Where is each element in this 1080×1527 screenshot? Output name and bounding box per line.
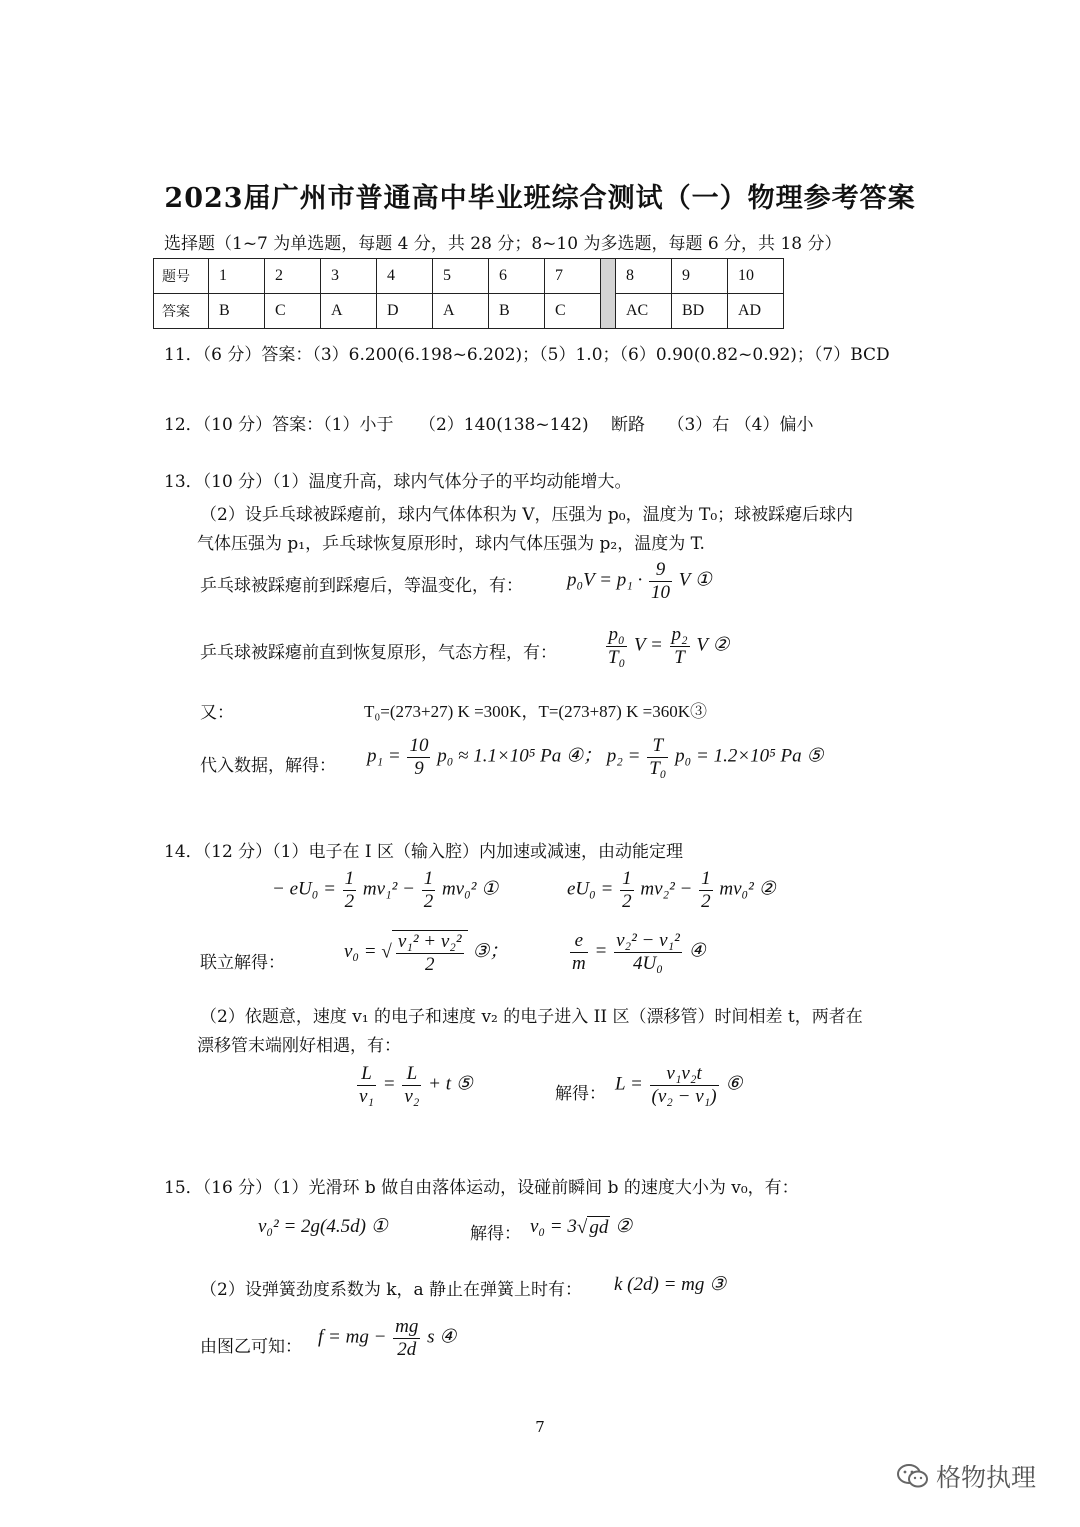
eq-text: = xyxy=(594,940,608,962)
q14-line1: 14．（12 分）（1）电子在 I 区（输入腔）内加速或减速，由动能定理 xyxy=(164,842,684,862)
q13-line5: 乒乓球被踩瘪前直到恢复原形，气态方程，有： xyxy=(200,643,557,663)
page-title: 2023届广州市普通高中毕业班综合测试（一）物理参考答案 xyxy=(164,183,916,214)
q13-eq1 xyxy=(567,559,712,604)
fraction: $\frac{1}{2}$ xyxy=(423,868,434,912)
q15-eq2-label: 解得： xyxy=(470,1224,521,1244)
eq-text: ③； xyxy=(472,941,509,963)
eq-text: V ① xyxy=(678,569,712,591)
fraction: $\frac{1}{2}$ xyxy=(622,868,632,912)
table-cell: AC xyxy=(616,294,672,329)
table-cell: A xyxy=(433,294,489,329)
fraction: $\frac{10}{9}$ xyxy=(409,735,429,779)
watermark-text: 格物执理 xyxy=(936,1463,1037,1492)
table-cell: 5 xyxy=(433,259,489,294)
table-cell: 2 xyxy=(265,259,321,294)
eq-text: mv₁² − xyxy=(362,878,415,900)
eq-text: − eU₀ = xyxy=(272,878,336,900)
eq-text: p₀V = p₁ · xyxy=(567,569,643,591)
table-cell: B xyxy=(209,294,265,329)
q13-line7-label: 代入数据，解得： xyxy=(200,756,336,776)
mc-intro: 选择题（1~7 为单选题，每题 4 分，共 28 分；8~10 为多选题，每题 6 分，共 18 分） xyxy=(164,234,842,254)
q11-answer: 11．（6 分）答案：（3）6.200(6.198~6.202)；（5）1.0；（6）0.90(0.82~0.92)；（7）BCD xyxy=(164,345,890,365)
table-cell: D xyxy=(377,294,433,329)
table-row-questions xyxy=(154,259,784,294)
sqrt: √ gd xyxy=(576,1217,609,1239)
q15-line2-eq: k (2d) = mg ③ xyxy=(614,1274,727,1295)
table-cell: C xyxy=(265,294,321,329)
table-cell: A xyxy=(321,294,377,329)
table-cell: 10 xyxy=(728,259,784,294)
eq-text: mv₀² ② xyxy=(719,878,776,900)
fraction: $\frac{\text{v₁² + v₂²}}{2}$ xyxy=(397,931,462,975)
q14-line3: 漂移管末端刚好相遇，有： xyxy=(197,1036,401,1056)
q13-line2: （2）设乒乓球被踩瘪前，球内气体体积为 V，压强为 p₀，温度为 T₀；球被踩瘪后球内 xyxy=(200,505,854,525)
eq-text: p₀ = 1.2×10⁵ Pa ⑤ xyxy=(675,745,824,767)
fraction: $\frac{1}{2}$ xyxy=(701,868,711,912)
q15-line2: （2）设弹簧劲度系数为 k，a 静止在弹簧上时有： xyxy=(200,1280,583,1300)
table-cell: 7 xyxy=(545,259,601,294)
fraction: $\frac{1}{2}$ xyxy=(344,868,355,912)
q14-eq6-label: 解得： xyxy=(555,1084,606,1104)
fraction: $\frac{T}{\text{T₀}}$ xyxy=(649,735,667,779)
table-cell: B xyxy=(489,294,545,329)
fraction: $\frac{mg}{2d}$ xyxy=(395,1316,419,1360)
q14-line2: （2）依题意，速度 v₁ 的电子和速度 v₂ 的电子进入 II 区（漂移管）时间相差 t，两者在 xyxy=(200,1007,863,1027)
q14-solve-label: 联立解得： xyxy=(200,953,285,973)
fraction: $\frac{e}{m}$ xyxy=(572,930,586,974)
table-cell: 3 xyxy=(321,259,377,294)
eq-text: p₀ ≈ 1.1×10⁵ Pa ④； xyxy=(437,745,603,767)
q13-eq4 xyxy=(367,735,823,780)
table-cell: BD xyxy=(672,294,728,329)
table-cell: 6 xyxy=(489,259,545,294)
eq-text: p₁ = xyxy=(367,745,401,767)
eq-text: V ② xyxy=(696,634,730,656)
fraction: $\frac{\text{v₁v₂t}}{\text{(v₂ − v₁)}}$ xyxy=(651,1063,717,1107)
eq-text: ⑥ xyxy=(725,1073,743,1095)
q15-eq2 xyxy=(530,1215,632,1239)
q15-eq1: v₀² = 2g(4.5d) ① xyxy=(258,1216,388,1237)
q14-eq4 xyxy=(568,930,706,975)
watermark xyxy=(896,1458,1036,1494)
table-cell: C xyxy=(545,294,601,329)
fraction: $\frac{9}{10}$ xyxy=(651,559,671,603)
table-cell: AD xyxy=(728,294,784,329)
eq-text: f = mg − xyxy=(318,1326,387,1348)
eq-text: = xyxy=(382,1073,396,1095)
fraction: $\frac{\text{p₂}}{T}$ xyxy=(671,624,688,668)
eq-text: eU₀ = xyxy=(567,878,614,900)
eq-text: mv₀² ① xyxy=(441,878,499,900)
row-head-answer: 答案 xyxy=(154,294,209,329)
q13-line1: 13．（10 分）（1）温度升高，球内气体分子的平均动能增大。 xyxy=(164,472,632,492)
table-gap xyxy=(601,259,616,329)
q12-answer: 12．（10 分）答案：（1）小于 （2）140(138~142) 断路 （3）右 （4）偏小 xyxy=(164,415,814,435)
table-row-answers xyxy=(154,294,784,329)
eq-text: ④ xyxy=(688,940,706,962)
q14-eqA xyxy=(272,868,498,913)
eq-text: V = xyxy=(633,634,663,656)
q13-eq2 xyxy=(604,624,729,669)
eq-text: v₀ = 3 xyxy=(530,1216,577,1237)
eq-text: L = xyxy=(615,1073,643,1095)
q15-eq4 xyxy=(318,1316,456,1361)
eq-text: p₂ = xyxy=(606,745,641,767)
q14-eq3 xyxy=(344,930,508,976)
eq-text: s ④ xyxy=(427,1326,457,1348)
q14-eq6 xyxy=(615,1063,742,1108)
eq-text: v₀ = xyxy=(344,941,377,963)
wechat-icon xyxy=(896,1462,930,1490)
table-cell: 1 xyxy=(209,259,265,294)
page-number: 7 xyxy=(535,1418,545,1436)
q13-line3: 气体压强为 p₁，乒乓球恢复原形时，球内气体压强为 p₂，温度为 T. xyxy=(197,534,705,554)
eq-text: ② xyxy=(615,1216,633,1237)
q14-eq5 xyxy=(355,1063,473,1108)
q13-line6: T₀=(273+27) K =300K，T=(273+87) K =360K③ xyxy=(364,702,707,721)
q13-line6-label: 又： xyxy=(200,703,234,723)
table-cell: 4 xyxy=(377,259,433,294)
eq-text: + t ⑤ xyxy=(428,1073,473,1095)
q15-line3: 由图乙可知： xyxy=(200,1337,302,1357)
q14-eqB xyxy=(567,868,776,913)
row-head-question: 题号 xyxy=(154,259,209,294)
sqrt: √ $\frac{\text{v₁² + v₂²}}{2}$ xyxy=(381,930,467,976)
answer-table xyxy=(153,258,784,329)
eq-text: mv₂² − xyxy=(640,878,693,900)
table-cell: 9 xyxy=(672,259,728,294)
table-cell: 8 xyxy=(616,259,672,294)
q13-line4: 乒乓球被踩瘪前到踩瘪后，等温变化，有： xyxy=(200,576,523,596)
q15-line1: 15．（16 分）（1）光滑环 b 做自由落体运动，设碰前瞬间 b 的速度大小为 v₀，有： xyxy=(164,1178,799,1198)
fraction: $\frac{\text{v₂² − v₁²}}{\text{4U₀}}$ xyxy=(616,930,680,974)
fraction: $\frac{L}{\text{v₁}}$ xyxy=(359,1063,375,1107)
fraction: $\frac{\text{p₀}}{\text{T₀}}$ xyxy=(608,624,626,668)
fraction: $\frac{L}{\text{v₂}}$ xyxy=(404,1063,420,1107)
